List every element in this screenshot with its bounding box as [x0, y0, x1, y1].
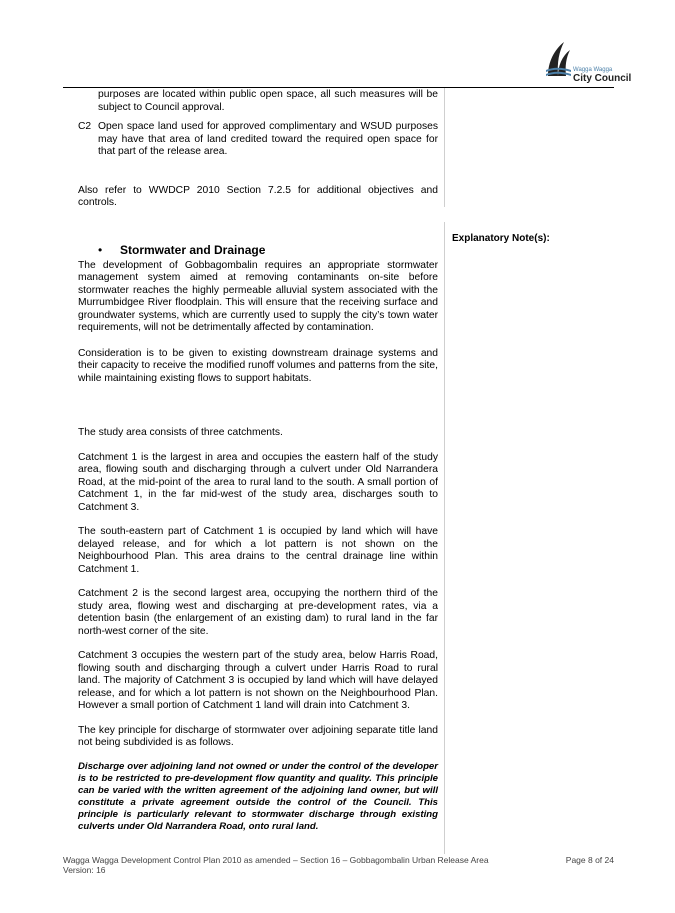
paragraph: The south-eastern part of Catchment 1 is occupied by land which will have delayed release, and for which a lot pattern is not shown on the Neighbourhood Plan. This area drains to the central drainage line within Catchment 1.: [78, 526, 438, 575]
section-heading-text: Stormwater and Drainage: [120, 242, 266, 257]
council-crest-icon: [544, 40, 572, 78]
column-divider-top: [444, 88, 445, 207]
paragraph: The study area consists of three catchments.: [78, 427, 283, 438]
paragraph: The development of Gobbagombalin requires an appropriate stormwater management system aimed at removing contaminants on-site before stormwater reaches the highly permeable alluvial system associated with the Murrumbidgee River floodplain. This will ensure that the receiving surface and groundwater systems, which are currently used to supply the city’s town water requirements, will not be detrimentally affected by contamination.: [78, 259, 438, 333]
footer-version: Version: 16: [63, 865, 106, 875]
paragraph: The key principle for discharge of stormwater over adjoining separate title land not being subdivided is as follows.: [78, 724, 438, 748]
c1-continuation: [78, 89, 438, 114]
logo-small-text: Wagga Wagga: [573, 67, 613, 73]
paragraph: Catchment 3 occupies the western part of the study area, below Harris Road, flowing south and discharging through a culvert under Harris Road to rural land. The majority of Catchment 3 is occupied by land which will have delayed release, and for which a lot pattern is not shown on the Neighbourhood Plan. However a small portion of Catchment 1 land will drain into Catchment 3.: [78, 650, 438, 711]
control-c2-number: C2: [78, 121, 92, 132]
explanatory-note-heading: Explanatory Note(s):: [452, 233, 550, 244]
paragraph: Catchment 1 is the largest in area and occupies the eastern half of the study area, flowing south and discharging through a culvert under Old Narrandera Road, at the mid-point of the area to rural land to the south. A small portion of Catchment 1, in the far mid-west of the study area, discharges south to Catchment 3.: [78, 451, 438, 513]
control-c2: [78, 121, 438, 159]
paragraph: Catchment 2 is the second largest area, occupying the northern third of the study area, flowing west and discharging at pre-development rates, via a detention basin (the enlargement of an existing dam) to rural land in the far north-west corner of the site.: [78, 588, 438, 637]
paragraph: Consideration is to be given to existing downstream drainage systems and their capacity to receive the modified runoff volumes and patterns from the site, while maintaining existing flows to support habitats.: [78, 347, 438, 384]
section-heading: [78, 243, 438, 258]
council-logo: [540, 40, 630, 86]
c1-continuation-text: purposes are located within public open space, all such measures will be subject to Council approval.: [98, 89, 438, 113]
footer-page-number: Page 8 of 24: [565, 855, 614, 865]
main-column: [78, 88, 438, 833]
control-c2-text: Open space land used for approved complimentary and WSUD purposes may have that area of land credited toward the required open space for that part of the release area.: [98, 121, 438, 157]
column-divider-bottom: [444, 222, 445, 854]
logo-name-text: City Council: [573, 73, 632, 84]
discharge-principle: Discharge over adjoining land not owned or under the control of the developer is to be restricted to pre-development flow quantity and quality. This principle can be varied with the written agreement of the adjoining land owner, but will constitute a private agreement outside the control of the Council. This principle is particularly relevant to stormwater discharge through existing culverts under Old Narrandera Road, onto rural land.: [78, 760, 438, 832]
refer-paragraph: Also refer to WWDCP 2010 Section 7.2.5 for additional objectives and controls.: [78, 184, 438, 208]
footer-document-title: Wagga Wagga Development Control Plan 2010 as amended – Section 16 – Gobbagombalin Urban Release Area: [63, 855, 489, 865]
bullet-icon: •: [98, 242, 103, 257]
